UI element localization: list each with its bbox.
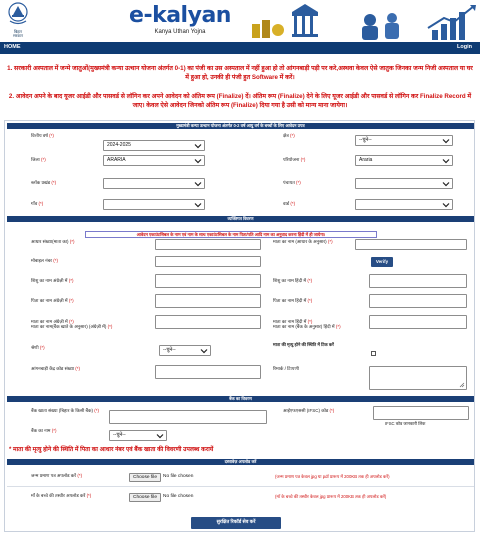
section-main-header: मुख्यमंत्री कन्या उत्थान योजना अंतर्गत 0-2 वर्ष आयु वर्ग के बच्चों के लिए आवेदन प्रपत्र [7,123,474,129]
top-navbar [0,42,480,54]
anganwadi-code-label: आंगनबाड़ी केंद्र कोड संख्या (*) [31,366,81,371]
anganwadi-code-input[interactable] [155,365,261,379]
ifsc-label: आईएफएससी (IFSC) कोड (*) [283,408,335,413]
mother-name-bank-label: माता का नाम(बैंक खाते के अनुसार) (अंग्रेज़ी में) (*) [31,324,113,329]
chevron-down-icon [194,201,202,209]
village-select[interactable] [103,199,205,210]
site-title: e-kalyan [129,3,231,28]
remark-textarea[interactable] [369,366,467,390]
guardian-name-hi-label: माता का नाम (बैंक के अनुसार) हिंदी में (*) [273,324,341,329]
birth-cert-file[interactable] [129,472,193,482]
mobile-label: मोबाइल नंबर (*) [31,258,59,263]
submit-button[interactable]: सुरक्षित रिकॉर्ड सेव करें [191,517,281,529]
application-form [4,120,475,532]
block-label: ब्लॉक प्रखंड (*) [31,180,57,185]
account-no-input[interactable] [109,410,267,424]
chevron-down-icon [156,432,164,440]
project-select[interactable]: Araria [355,155,453,166]
village-label: गाँव (*) [31,201,44,206]
ward-label: वार्ड (*) [283,201,296,206]
bihar-emblem-icon [3,1,33,31]
block-select[interactable] [103,178,205,189]
ifsc-input[interactable] [373,406,469,420]
verify-button[interactable]: Verify [371,257,393,267]
mother-doc-hint: (माँ के बच्चे की तस्वीर केवल jpg प्रारूप में 200KB तक ही अपलोड करें) [275,494,387,499]
mother-doc-choose-button[interactable]: Choose file [129,493,161,502]
chevron-down-icon [442,157,450,165]
brand [120,4,240,38]
aadhaar-label: आधार संख्या(माता का) (*) [31,239,75,244]
mother-name-aadhaar-input[interactable] [355,239,467,250]
area-label: क्षेत्र (*) [283,133,295,138]
header-illustration-icon [252,2,478,42]
section-personal-header: व्यक्तिगत विवरण [7,216,474,222]
ward-select[interactable] [355,199,453,210]
mother-name-en-input[interactable] [155,315,261,329]
child-name-hi-label: शिशु का नाम हिंदी में (*) [273,278,313,283]
father-name-en-input[interactable] [155,294,261,308]
mother-name-en-label: माता का नाम अंग्रेज़ी में (*) [31,319,74,324]
personal-warning: आवेदन एकाउंटसिबल के नाम एवं नाम के साथ एकाउंटसिबल के नाम पिता/पति आदि नाम का अनुवाद करना हिंदी में ही जायेगा। [85,231,377,238]
category-label: श्रेणी (*) [31,345,45,350]
nav-home-link[interactable]: HOME [4,44,21,50]
mother-name-hi-label: माता का नाम हिंदी में (*) [273,319,313,324]
panchayat-select[interactable] [355,178,453,189]
chevron-down-icon [200,347,208,355]
upload-divider [7,486,474,487]
ifsc-help-link[interactable]: IFSC कोड जानकारी लिंक [385,421,426,426]
section-bank-header: बैंक का विवरण [7,396,474,402]
father-name-hi-input[interactable] [369,294,467,308]
resize-grip-icon [459,382,465,388]
chevron-down-icon [442,201,450,209]
father-name-hi-label: पिता का नाम हिंदी में (*) [273,298,313,303]
mother-doc-label: माँ के बच्चे की तस्वीर अपलोड करें (*) [31,493,92,498]
mother-name-aadhaar-label: माता का नाम (आधार के अनुसार) (*) [273,239,333,244]
emblem-caption: बिहार सरकार [12,29,24,38]
remark-label: रिमार्क / टिप्पणी [273,366,299,371]
mobile-input[interactable] [155,256,261,267]
child-name-hi-input[interactable] [369,274,467,288]
mother-death-note: माता की मृत्यु होने की स्थिति में टिक करें [273,342,334,347]
bank-name-label: बैंक का नाम (*) [31,428,57,433]
site-subtitle: Kanya Uthan Yojna [154,29,206,35]
mother-doc-file[interactable] [129,492,193,502]
chevron-down-icon [194,180,202,188]
birth-cert-choose-button[interactable]: Choose file [129,473,161,482]
birth-cert-file-status: No file chosen [163,474,194,479]
bank-death-note: * माता की मृत्यु होने की स्थिति में पिता का आधार नंबर एवं बैंक खाता की विवरणी उपलब्ध करायें [9,447,214,453]
chevron-down-icon [194,157,202,165]
mother-doc-file-status: No file chosen [163,494,194,499]
area-select[interactable]: --चुने-- [355,135,453,146]
notice-one: 1. सरकारी अस्पताल में जन्मे जातुओं(मुख्यमंत्री कन्या उत्थान योजना अंतर्गत 0-1) का पंजी का उस अस्पताल में नहीं हुआ हो तो आंगनबाड़ी पड़ी पर करे,अस्थवा केवल ऐसे जातुक जिनका जन्म निजी अस्पताल या घर में हुआ हो, उनकी ही पंजी हुत Software में करें। [7,65,473,81]
birth-cert-label: जन्म प्रमाण पत्र अपलोड करें (*) [31,473,83,478]
fin-year-select[interactable]: 2024-2025 [103,140,205,151]
child-name-en-input[interactable] [155,274,261,288]
father-name-en-label: पिता का नाम अंग्रेज़ी में (*) [31,298,74,303]
notice-two: 2. आवेदन अपने के बाद यूजर आईडी और पासवर्ड से लॉगिन कर अपने आवेदन को अंतिम रूप (Finalize) दें। अंतिम रूप (Finalize) देने के लिए यूजर आईडी और पासवर्ड से लॉगिन कर Finalize Record में जाए। केवल ऐसे आवेदन जिनको अंतिम रूप (Finalize) दिया गया है उसी को मान्य माना जायेगा। [8,93,472,109]
chevron-down-icon [442,180,450,188]
district-select[interactable]: ARARIA [103,155,205,166]
site-header [0,0,480,42]
district-label: जिला (*) [31,157,46,162]
birth-cert-hint: (जन्म प्रमाण पत्र केवल jpg या pdf प्रारूप में 200KB तक ही अपलोड करें) [275,474,390,479]
project-label: परियोजना (*) [283,157,306,162]
account-no-label: बैंक खाता संख्या (बिहार के किसी बैंक) (*) [31,408,100,413]
bank-name-select[interactable]: --चुने-- [109,430,167,441]
mother-name-hi-input[interactable] [369,315,467,329]
fin-year-label: वित्तीय वर्ष (*) [31,133,54,138]
aadhaar-input[interactable] [155,239,261,250]
category-select[interactable]: --चुने-- [159,345,211,356]
chevron-down-icon [194,142,202,150]
panchayat-label: पंचायत (*) [283,180,301,185]
chevron-down-icon [442,137,450,145]
child-name-en-label: शिशु का नाम अंग्रेज़ी में (*) [31,278,74,283]
nav-login-link[interactable]: Login [457,44,472,50]
section-upload-header: दस्तावेज़ अपलोड करें [7,459,474,465]
mother-death-checkbox[interactable] [371,351,376,356]
